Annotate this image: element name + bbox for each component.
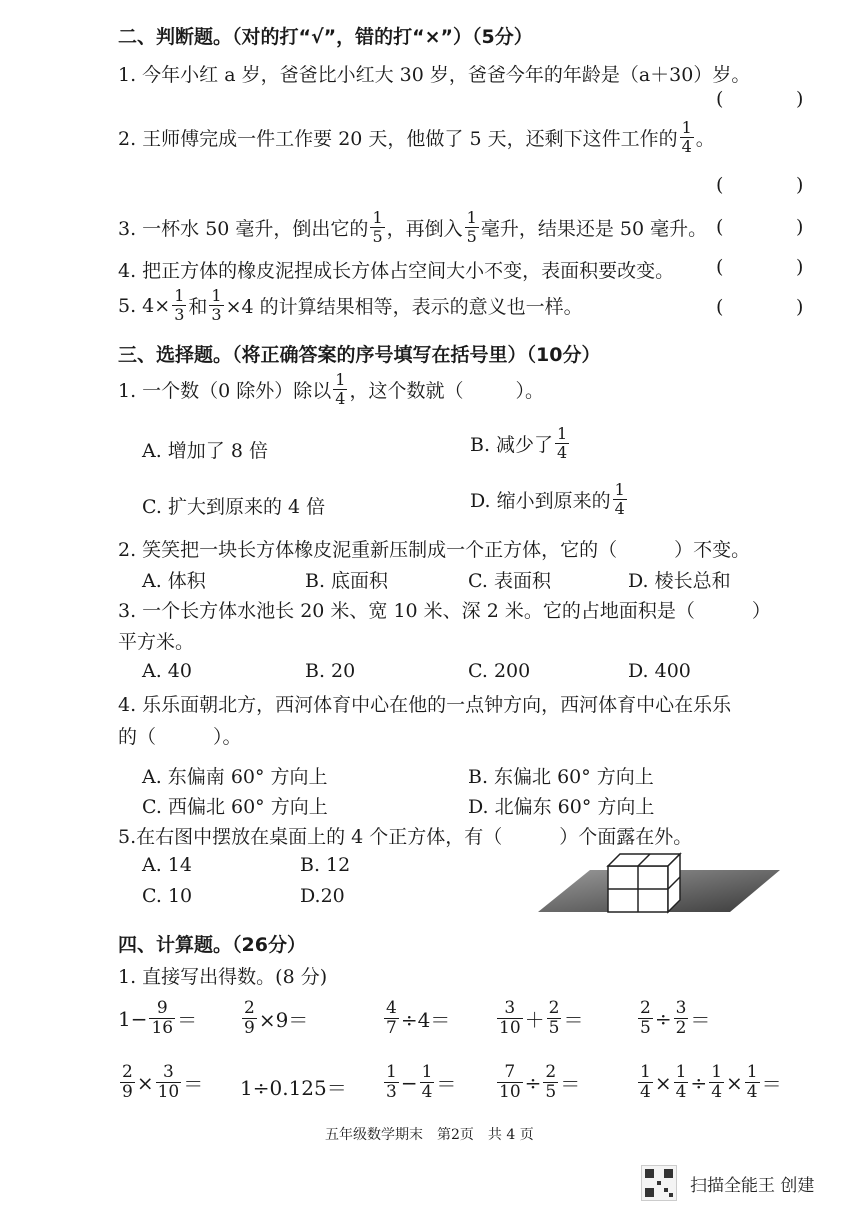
choice-q1-text-c: ）。 [515, 380, 545, 402]
answer-paren-open: ( [716, 296, 724, 318]
expr-text: ×9＝ [258, 1008, 309, 1032]
period: 。 [695, 128, 715, 150]
equals: ＝ [761, 1072, 782, 1096]
equals: ＝ [436, 1072, 457, 1096]
answer-paren-close: ) [796, 296, 804, 318]
choice-q4-option-c: C. 西偏北 60° 方向上 [142, 796, 328, 818]
answer-paren-close: ) [796, 174, 804, 196]
fraction-one-quarter: $\frac{1}{4}$ [681, 118, 692, 156]
choice-q3-line1: 3. 一个长方体水池长 20 米、宽 10 米、深 2 米。它的占地面积是（ ） [118, 600, 771, 622]
choice-q4-option-b: B. 东偏北 60° 方向上 [468, 766, 654, 788]
calc-expr-7: 1÷0.125＝ [240, 1076, 347, 1100]
calc-expr-5 [636, 1000, 710, 1037]
fraction-1-4: $\frac{1}{4}$ [675, 1062, 687, 1102]
choice-q1-option-a: A. 增加了 8 倍 [142, 440, 268, 462]
choice-q5-option-a: A. 14 [142, 854, 192, 876]
option-d-text: D. 缩小到原来的 [470, 490, 611, 512]
choice-q2-option-c: C. 表面积 [468, 570, 551, 592]
cubes-on-table-figure [530, 840, 790, 920]
choice-q3-option-b: B. 20 [305, 660, 356, 682]
judge-q2 [118, 120, 715, 155]
choice-q1-text-b: ，这个数就（ [349, 380, 464, 402]
minus: − [400, 1070, 418, 1095]
choice-q1-text-a: 1. 一个数（0 除外）除以 [118, 380, 332, 402]
fraction-9-16: $\frac{9}{16}$ [151, 998, 174, 1038]
equals: ＝ [183, 1072, 204, 1096]
page-footer: 五年级数学期末 第2页 共 4 页 [325, 1127, 534, 1143]
calc-sub1: 1. 直接写出得数。(8 分) [118, 966, 328, 988]
plus: ＋ [524, 1008, 545, 1032]
choice-q5-option-d: D.20 [300, 885, 345, 907]
fraction-3-10: $\frac{3}{10}$ [157, 1062, 180, 1102]
choice-q2: 2. 笑笑把一块长方体橡皮泥重新压制成一个正方体，它的（ ）不变。 [118, 539, 751, 561]
choice-q4-line2: 的（ ）。 [118, 726, 242, 748]
equals: ＝ [563, 1008, 584, 1032]
choice-q4-option-a: A. 东偏南 60° 方向上 [142, 766, 328, 788]
divide: ÷ [524, 1070, 542, 1095]
choice-q5-option-c: C. 10 [142, 885, 193, 907]
calc-expr-6 [118, 1064, 203, 1101]
judge-q5-text-b: 和 [188, 296, 208, 318]
judge-q5-text-a: 5. 4× [118, 294, 171, 317]
calc-expr-8 [382, 1064, 456, 1101]
equals: ＝ [690, 1008, 711, 1032]
choice-q2-option-d: D. 棱长总和 [628, 570, 731, 592]
fraction-1-4: $\frac{1}{4}$ [711, 1062, 723, 1102]
choice-q3-option-d: D. 400 [628, 660, 691, 682]
fraction-1-4: $\frac{1}{4}$ [640, 1062, 651, 1102]
choice-q3-option-c: C. 200 [468, 660, 531, 682]
judge-q5-text-c: ×4 的计算结果相等，表示的意义也一样。 [225, 296, 583, 318]
answer-paren-open: ( [716, 256, 724, 278]
answer-paren-close: ) [796, 88, 804, 110]
answer-paren-close: ) [796, 216, 804, 238]
answer-paren-close: ) [796, 256, 804, 278]
choice-q5: 5.在右图中摆放在桌面上的 4 个正方体，有（ ）个面露在外。 [118, 826, 693, 848]
judge-q3-text-b: ，再倒入 [386, 218, 463, 240]
section-4-title: 四、计算题。（26分） [118, 934, 306, 956]
choice-q2-option-b: B. 底面积 [305, 570, 389, 592]
equals: ＝ [177, 1008, 198, 1032]
choice-q1 [118, 372, 544, 407]
section-2-title: 二、判断题。（对的打“√”，错的打“×”）（5分） [118, 26, 533, 48]
fraction-one-quarter: $\frac{1}{4}$ [614, 480, 625, 518]
judge-q3-text-c: 毫升，结果还是 50 毫升。 [480, 218, 708, 240]
calc-expr-1 [118, 1000, 197, 1037]
choice-q5-option-b: B. 12 [300, 854, 351, 876]
times: × [136, 1070, 154, 1095]
section-3-title: 三、选择题。（将正确答案的序号填写在括号里）（10分） [118, 344, 601, 366]
fraction-2-9: $\frac{2}{9}$ [244, 998, 255, 1038]
expr-text: ÷4＝ [400, 1008, 451, 1032]
expr-text: 1− [118, 1006, 148, 1031]
fraction-2-5: $\frac{2}{5}$ [640, 998, 651, 1038]
calc-expr-9 [495, 1064, 580, 1101]
fraction-3-2: $\frac{3}{2}$ [675, 998, 687, 1038]
fraction-one-third: $\frac{1}{3}$ [211, 286, 222, 324]
choice-q4-option-d: D. 北偏东 60° 方向上 [468, 796, 655, 818]
answer-paren-open: ( [716, 174, 724, 196]
fraction-2-5: $\frac{2}{5}$ [548, 998, 560, 1038]
equals: ＝ [560, 1072, 581, 1096]
choice-q4-line1: 4. 乐乐面朝北方，西河体育中心在他的一点钟方向，西河体育中心在乐乐 [118, 694, 732, 716]
judge-q3 [118, 210, 707, 245]
judge-q3-text-a: 3. 一杯水 50 毫升，倒出它的 [118, 218, 369, 240]
fraction-3-10: $\frac{3}{10}$ [499, 998, 521, 1038]
judge-q1: 1. 今年小红 a 岁，爸爸比小红大 30 岁，爸爸今年的年龄是（a＋30）岁。 [118, 64, 751, 86]
calc-expr-10 [636, 1064, 782, 1101]
fraction-2-5: $\frac{2}{5}$ [545, 1062, 557, 1102]
judge-q2-text: 2. 王师傅完成一件工作要 20 天，他做了 5 天，还剩下这件工作的 [118, 128, 678, 150]
choice-q1-option-b [470, 426, 571, 461]
judge-q5 [118, 288, 583, 323]
calc-expr-4 [495, 1000, 583, 1037]
fraction-4-7: $\frac{4}{7}$ [386, 998, 397, 1038]
answer-paren-open: ( [716, 216, 724, 238]
scanner-watermark: 扫描全能王 创建 [690, 1176, 815, 1196]
times: × [654, 1070, 672, 1095]
fraction-1-4: $\frac{1}{4}$ [421, 1062, 433, 1102]
fraction-1-4: $\frac{1}{4}$ [746, 1062, 758, 1102]
divide: ÷ [690, 1070, 708, 1095]
fraction-one-quarter: $\frac{1}{4}$ [557, 424, 568, 462]
judge-q4: 4. 把正方体的橡皮泥捏成长方体占空间大小不变，表面积要改变。 [118, 260, 675, 282]
calc-expr-3 [382, 1000, 450, 1037]
choice-q3-option-a: A. 40 [142, 660, 192, 682]
fraction-2-9: $\frac{2}{9}$ [122, 1062, 133, 1102]
fraction-7-10: $\frac{7}{10}$ [499, 1062, 521, 1102]
calc-expr-2 [240, 1000, 308, 1037]
fraction-1-3: $\frac{1}{3}$ [386, 1062, 397, 1102]
answer-paren-open: ( [716, 88, 724, 110]
choice-q3-line2: 平方米。 [118, 631, 195, 653]
fraction-one-fifth: $\frac{1}{5}$ [466, 208, 477, 246]
choice-q1-option-c: C. 扩大到原来的 4 倍 [142, 496, 326, 518]
divide: ÷ [654, 1006, 672, 1031]
qr-code-icon [641, 1165, 677, 1201]
option-b-text: B. 减少了 [470, 434, 554, 456]
fraction-one-quarter: $\frac{1}{4}$ [335, 370, 346, 408]
choice-q2-option-a: A. 体积 [142, 570, 206, 592]
choice-q1-option-d [470, 482, 629, 517]
fraction-one-fifth: $\frac{1}{5}$ [372, 208, 383, 246]
fraction-one-third: $\frac{1}{3}$ [174, 286, 185, 324]
times: × [726, 1070, 743, 1095]
